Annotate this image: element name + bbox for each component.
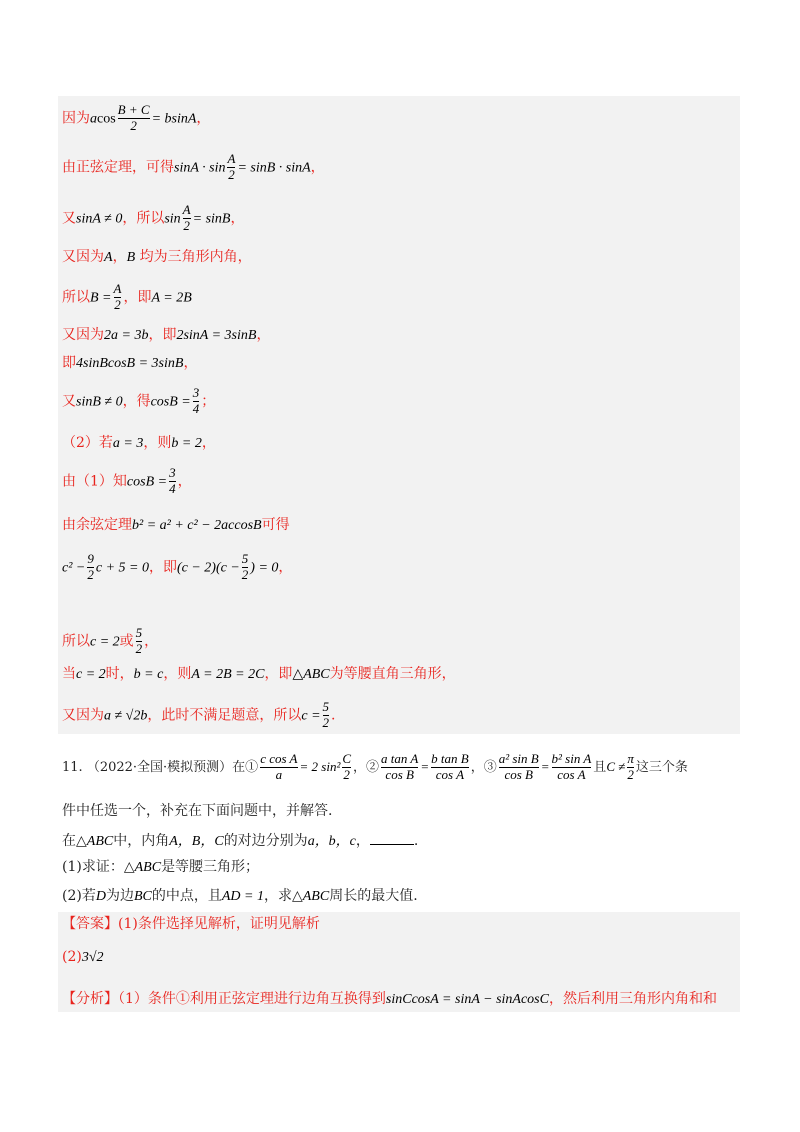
solution-line-4: 又因为A，B 均为三角形内角， xyxy=(62,249,252,265)
answer-tag: 【答案】 xyxy=(62,916,118,932)
solution-line-2: 由正弦定理，可得sinA · sin $\frac{A}{2}$ = sinB · sinA， xyxy=(62,151,325,182)
solution-line-9: （2）若a = 3，则b = 2， xyxy=(62,435,216,451)
question-1: (1)求证：△ABC是等腰三角形； xyxy=(62,859,260,875)
answer-line-2: (2)3√2 xyxy=(62,949,104,965)
question-2: (2)若D为边BC的中点，且AD = 1，求△ABC周长的最大值. xyxy=(62,888,418,904)
solution-line-15: 又因为a ≠ √2b，此时不满足题意，所以c = $\frac{5}{2}$ . xyxy=(62,699,336,730)
answer-line-1: 【答案】(1)条件选择见解析，证明见解析 xyxy=(62,916,320,932)
problem-11-line-3: 在△ABC中，内角A，B，C的对边分别为a，b，c， . xyxy=(62,833,419,849)
solution-line-11: 由余弦定理b² = a² + c² − 2accosB可得 xyxy=(62,517,290,533)
analysis-tag: 【分析】 xyxy=(62,991,118,1007)
solution-line-8: 又sinB ≠ 0，得cosB = $\frac{3}{4}$ ； xyxy=(62,385,216,416)
analysis-line-1: 【分析】（1）条件①利用正弦定理进行边角互换得到sinCcosA = sinA − sinAcosC，然后利用三角形内角和和 xyxy=(62,991,717,1007)
problem-11-line-1: 11. （2022·全国·模拟预测）在① $\frac{\text{c cos A}}{a}$ = 2 sin² $\frac{C}{2}$ ，② $\frac{\text{a tan A}}{\text{cos B}}$ = $\frac{\text{b tan B}}{\text{cos A}}$ ，③ $\frac{\text{a² sin B}}{\text{cos B}}$ = $\frac{\text{b² sin A}}{\text{cos A}}$ 且C ≠ $\frac{\pi}{2}$ 这三个条 xyxy=(62,751,688,782)
solution-line-1: 因为acos $\frac{B + C}{2}$ = bsinA， xyxy=(62,102,211,133)
solution-line-7: 即4sinBcosB = 3sinB， xyxy=(62,355,198,371)
solution-line-13: 所以c = 2或 $\frac{5}{2}$ ， xyxy=(62,625,159,656)
solution-line-10: 由（1）知cosB = $\frac{3}{4}$ ， xyxy=(62,465,192,496)
solution-line-6: 又因为2a = 3b，即2sinA = 3sinB， xyxy=(62,327,271,343)
solution-line-3: 又sinA ≠ 0，所以sin $\frac{A}{2}$ = sinB， xyxy=(62,202,245,233)
answer-blank xyxy=(370,832,414,845)
solution-line-12: c² − $\frac{9}{2}$ c + 5 = 0，即(c − 2)(c − $\frac{5}{2}$ ) = 0， xyxy=(62,551,293,582)
solution-line-14: 当c = 2时，b = c，则A = 2B = 2C，即△ABC为等腰直角三角形， xyxy=(62,666,456,682)
solution-line-5: 所以B = $\frac{A}{2}$ ，即A = 2B xyxy=(62,281,192,312)
problem-11-line-2: 件中任选一个，补充在下面问题中，并解答. xyxy=(62,803,333,819)
